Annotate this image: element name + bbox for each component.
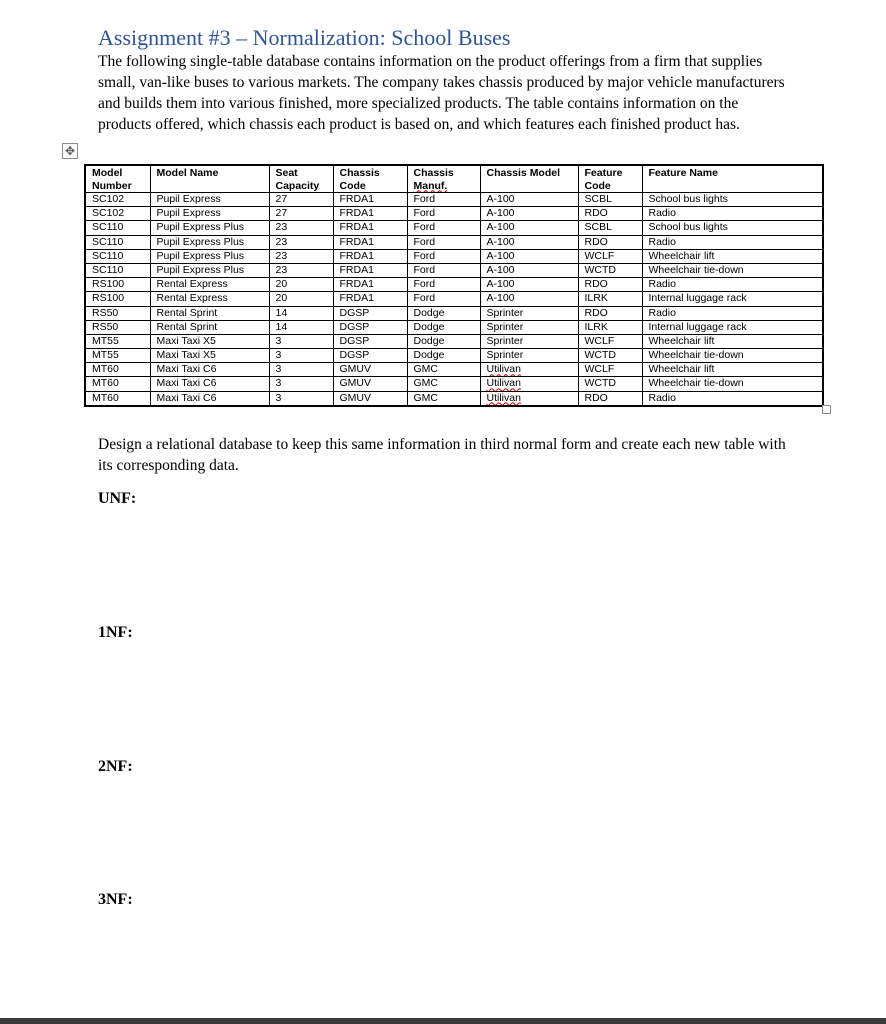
table-cell[interactable]: DGSP — [333, 334, 407, 348]
table-cell[interactable]: Ford — [407, 207, 480, 221]
table-cell[interactable]: GMC — [407, 377, 480, 391]
column-header — [480, 165, 578, 193]
table-cell[interactable]: Ford — [407, 235, 480, 249]
column-header — [578, 165, 642, 193]
table-cell[interactable]: A-100 — [480, 249, 578, 263]
column-header-line1: Chassis — [413, 167, 454, 179]
table-cell[interactable]: 23 — [269, 263, 333, 277]
column-header-line2: Code — [584, 179, 611, 192]
table-row — [85, 349, 823, 363]
table-cell[interactable]: WCLF — [578, 363, 642, 377]
table-cell[interactable]: WCTD — [578, 349, 642, 363]
table-cell[interactable]: 23 — [269, 221, 333, 235]
table-cell[interactable]: Maxi Taxi X5 — [150, 349, 269, 363]
table-cell[interactable]: SC102 — [85, 207, 150, 221]
table-row — [85, 221, 823, 235]
table-cell[interactable]: FRDA1 — [333, 263, 407, 277]
table-cell[interactable]: A-100 — [480, 263, 578, 277]
table-cell[interactable]: A-100 — [480, 221, 578, 235]
table-cell[interactable]: WCTD — [578, 377, 642, 391]
table-cell[interactable]: A-100 — [480, 207, 578, 221]
table-cell[interactable]: 20 — [269, 278, 333, 292]
table-cell[interactable]: Maxi Taxi C6 — [150, 377, 269, 391]
table-cell[interactable]: Wheelchair lift — [642, 334, 823, 348]
table-move-handle-icon[interactable]: ✥ — [62, 143, 78, 159]
products-table — [84, 164, 824, 407]
table-cell[interactable]: Wheelchair tie-down — [642, 349, 823, 363]
table-cell[interactable]: Ford — [407, 221, 480, 235]
table-cell[interactable]: Sprinter — [480, 320, 578, 334]
table-cell[interactable]: RDO — [578, 207, 642, 221]
table-cell[interactable]: Internal luggage rack — [642, 320, 823, 334]
table-cell[interactable]: 3 — [269, 363, 333, 377]
table-cell[interactable]: Wheelchair lift — [642, 249, 823, 263]
table-row — [85, 292, 823, 306]
table-cell[interactable]: GMUV — [333, 363, 407, 377]
table-cell[interactable]: 3 — [269, 391, 333, 406]
table-cell[interactable]: FRDA1 — [333, 278, 407, 292]
table-cell[interactable]: Dodge — [407, 306, 480, 320]
table-cell[interactable]: Ford — [407, 263, 480, 277]
table-cell[interactable]: Maxi Taxi C6 — [150, 363, 269, 377]
column-header-line1: Chassis — [339, 167, 380, 179]
assignment-title: Assignment #3 – Normalization: School Buses — [98, 25, 511, 50]
table-cell[interactable]: Pupil Express Plus — [150, 221, 269, 235]
table-cell[interactable]: Dodge — [407, 334, 480, 348]
column-header-line2: Capacity — [275, 179, 320, 192]
table-cell[interactable]: School bus lights — [642, 193, 823, 207]
table-row — [85, 207, 823, 221]
table-cell[interactable]: Utilivan — [480, 391, 578, 406]
table-cell[interactable]: RS100 — [85, 278, 150, 292]
table-cell[interactable]: RDO — [578, 278, 642, 292]
table-row — [85, 391, 823, 406]
table-cell[interactable]: 27 — [269, 193, 333, 207]
table-cell[interactable]: FRDA1 — [333, 193, 407, 207]
table-cell[interactable]: Sprinter — [480, 349, 578, 363]
column-header-line1: Chassis Model — [486, 167, 561, 179]
table-cell[interactable]: Sprinter — [480, 334, 578, 348]
table-cell[interactable]: 3 — [269, 334, 333, 348]
column-header — [642, 165, 823, 193]
table-cell[interactable]: Pupil Express — [150, 193, 269, 207]
table-cell[interactable]: FRDA1 — [333, 235, 407, 249]
table-resize-handle[interactable] — [822, 405, 831, 414]
table-cell[interactable]: Radio — [642, 306, 823, 320]
table-cell[interactable]: 23 — [269, 249, 333, 263]
table-cell[interactable]: MT55 — [85, 334, 150, 348]
table-cell[interactable]: FRDA1 — [333, 249, 407, 263]
column-header — [269, 165, 333, 193]
3nf-label: 3NF: — [98, 891, 133, 908]
table-cell[interactable]: Pupil Express — [150, 207, 269, 221]
table-cell[interactable]: FRDA1 — [333, 221, 407, 235]
table-cell[interactable]: GMUV — [333, 377, 407, 391]
table-cell[interactable]: RS50 — [85, 306, 150, 320]
table-row — [85, 278, 823, 292]
table-cell[interactable]: Wheelchair tie-down — [642, 263, 823, 277]
table-cell[interactable]: FRDA1 — [333, 207, 407, 221]
table-cell[interactable]: Utilivan — [480, 363, 578, 377]
column-header-line1: Feature Name — [648, 167, 718, 179]
table-cell[interactable]: ILRK — [578, 292, 642, 306]
table-cell[interactable]: SCBL — [578, 193, 642, 207]
table-cell[interactable]: Ford — [407, 278, 480, 292]
table-cell[interactable]: WCTD — [578, 263, 642, 277]
column-header-line1: Seat — [275, 167, 298, 179]
table-cell[interactable]: Ford — [407, 292, 480, 306]
table-cell[interactable]: WCLF — [578, 334, 642, 348]
table-body — [85, 193, 823, 406]
table-row — [85, 235, 823, 249]
column-header-line2: Code — [339, 179, 366, 192]
column-header — [333, 165, 407, 193]
table-cell[interactable]: Maxi Taxi C6 — [150, 391, 269, 406]
table-cell[interactable]: Rental Sprint — [150, 306, 269, 320]
table-cell[interactable]: GMC — [407, 363, 480, 377]
table-row — [85, 334, 823, 348]
window-bottom-bar — [0, 1018, 886, 1024]
column-header-line1: Feature — [584, 167, 623, 179]
table-cell[interactable]: SCBL — [578, 221, 642, 235]
column-header-line2 — [157, 180, 269, 193]
table-cell[interactable]: FRDA1 — [333, 292, 407, 306]
table-cell[interactable]: 3 — [269, 377, 333, 391]
table-cell[interactable]: GMUV — [333, 391, 407, 406]
table-cell[interactable]: RS50 — [85, 320, 150, 334]
table-cell[interactable]: Rental Sprint — [150, 320, 269, 334]
column-header-line2: Number — [92, 179, 132, 192]
table-row — [85, 249, 823, 263]
table-cell[interactable]: RS100 — [85, 292, 150, 306]
column-header — [407, 165, 480, 193]
table-cell[interactable]: Sprinter — [480, 306, 578, 320]
table-cell[interactable]: Utilivan — [480, 377, 578, 391]
table-cell[interactable]: Pupil Express Plus — [150, 249, 269, 263]
table-cell[interactable]: Ford — [407, 249, 480, 263]
table-cell[interactable]: DGSP — [333, 320, 407, 334]
table-row — [85, 363, 823, 377]
table-cell[interactable]: RDO — [578, 391, 642, 406]
table-row — [85, 377, 823, 391]
table-cell[interactable]: SC110 — [85, 249, 150, 263]
table-cell[interactable]: MT55 — [85, 349, 150, 363]
table-cell[interactable]: 14 — [269, 320, 333, 334]
table-cell[interactable]: Ford — [407, 193, 480, 207]
table-cell[interactable]: RDO — [578, 235, 642, 249]
table-cell[interactable]: SC110 — [85, 221, 150, 235]
table-cell[interactable]: 20 — [269, 292, 333, 306]
table-cell[interactable]: DGSP — [333, 306, 407, 320]
table-cell[interactable]: GMC — [407, 391, 480, 406]
table-cell[interactable]: Rental Express — [150, 292, 269, 306]
table-cell[interactable]: Radio — [642, 278, 823, 292]
table-cell[interactable]: RDO — [578, 306, 642, 320]
table-cell[interactable]: 14 — [269, 306, 333, 320]
table-row — [85, 306, 823, 320]
table-cell[interactable]: School bus lights — [642, 221, 823, 235]
table-cell[interactable]: Maxi Taxi X5 — [150, 334, 269, 348]
table-cell[interactable]: Rental Express — [150, 278, 269, 292]
table-cell[interactable]: Dodge — [407, 320, 480, 334]
table-cell[interactable]: SC110 — [85, 263, 150, 277]
column-header-line2: Manuf. — [413, 179, 448, 192]
1nf-label: 1NF: — [98, 624, 133, 641]
2nf-label: 2NF: — [98, 758, 133, 775]
table-cell[interactable]: MT60 — [85, 391, 150, 406]
column-header-line1: Model — [92, 167, 123, 179]
table-cell[interactable]: Radio — [642, 391, 823, 406]
intro-paragraph: The following single-table database contains information on the product offerings from a firm that supplies small, van-like buses to various markets. The company takes chassis produced by major vehicle manufacturers and builds them into various finished, more specialized products. The table contains information on the products offered, which chassis each product is based on, and which features each finished product has. — [98, 53, 785, 133]
table-cell[interactable]: DGSP — [333, 349, 407, 363]
table-cell[interactable]: Radio — [642, 207, 823, 221]
table-cell[interactable]: 23 — [269, 235, 333, 249]
table-cell[interactable]: SC102 — [85, 193, 150, 207]
column-header-line1: Model Name — [156, 167, 219, 179]
table-cell[interactable]: 27 — [269, 207, 333, 221]
table-cell[interactable]: Radio — [642, 235, 823, 249]
table-row — [85, 263, 823, 277]
table-cell[interactable]: MT60 — [85, 377, 150, 391]
table-cell[interactable]: Wheelchair lift — [642, 363, 823, 377]
table-cell[interactable]: Internal luggage rack — [642, 292, 823, 306]
table-cell[interactable]: A-100 — [480, 193, 578, 207]
table-cell[interactable]: MT60 — [85, 363, 150, 377]
table-cell[interactable]: A-100 — [480, 278, 578, 292]
table-cell[interactable]: Pupil Express Plus — [150, 263, 269, 277]
column-header-line2 — [487, 180, 578, 193]
table-cell[interactable]: SC110 — [85, 235, 150, 249]
column-header-line2 — [649, 180, 823, 193]
table-cell[interactable]: Dodge — [407, 349, 480, 363]
table-cell[interactable]: Pupil Express Plus — [150, 235, 269, 249]
table-cell[interactable]: WCLF — [578, 249, 642, 263]
design-instructions: Design a relational database to keep this same information in third normal form and create each new table with its corresponding data. — [98, 436, 786, 474]
unf-label: UNF: — [98, 490, 137, 507]
table-cell[interactable]: Wheelchair tie-down — [642, 377, 823, 391]
table-cell[interactable]: ILRK — [578, 320, 642, 334]
table-cell[interactable]: 3 — [269, 349, 333, 363]
column-header — [85, 165, 150, 193]
table-row — [85, 193, 823, 207]
table-header-row — [85, 165, 823, 193]
column-header — [150, 165, 269, 193]
table-row — [85, 320, 823, 334]
table-cell[interactable]: A-100 — [480, 292, 578, 306]
table-cell[interactable]: A-100 — [480, 235, 578, 249]
